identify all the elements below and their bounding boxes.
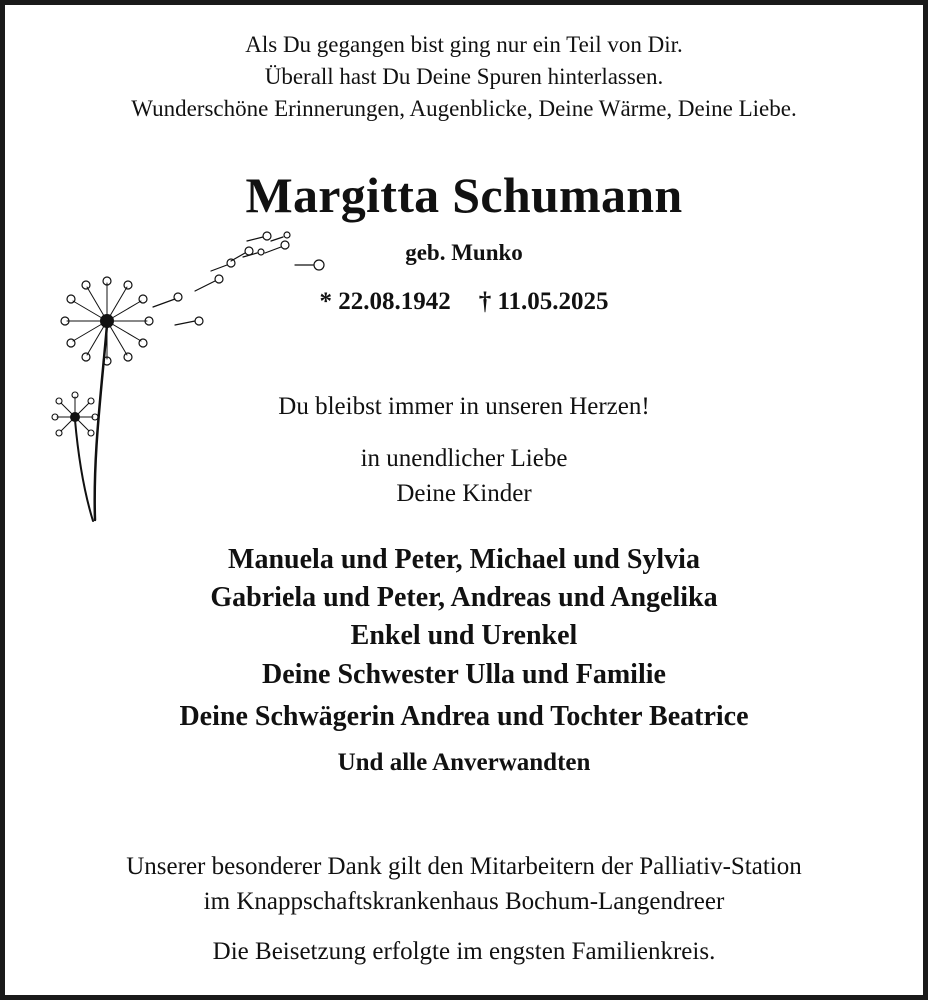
birth-date: * 22.08.1942 xyxy=(319,288,451,315)
poem-line-2: Überall hast Du Deine Spuren hinterlassen. xyxy=(264,64,664,89)
life-dates xyxy=(5,285,923,319)
thanks-line-1: Unserer besonderer Dank gilt den Mitarbeitern der Palliativ-Station xyxy=(126,853,802,880)
poem-line-3: Wunderschöne Erinnerungen, Augenblicke, Deine Wärme, Deine Liebe. xyxy=(131,96,797,121)
poem-line-1: Als Du gegangen bist ging nur ein Teil von Dir. xyxy=(245,32,683,57)
mourner-line-relatives: Und alle Anverwandten xyxy=(337,749,591,776)
message-heart: Du bleibst immer in unseren Herzen! xyxy=(278,393,650,420)
mourner-line: Enkel und Urenkel xyxy=(350,620,578,651)
birth-name: geb. Munko xyxy=(405,240,523,265)
death-date: † 11.05.2025 xyxy=(478,288,609,315)
deceased-name: Margitta Schumann xyxy=(245,167,683,223)
message-love: in unendlicher Liebe xyxy=(360,445,568,472)
burial-note: Die Beisetzung erfolgte im engsten Familienkreis. xyxy=(212,938,716,965)
mourner-line: Deine Schwägerin Andrea und Tochter Beatrice xyxy=(179,701,749,732)
thanks-line-2: im Knappschaftskrankenhaus Bochum-Langendreer xyxy=(203,888,725,915)
mourner-line: Manuela und Peter, Michael und Sylvia xyxy=(228,544,700,575)
message-children: Deine Kinder xyxy=(396,480,532,507)
mourner-line: Deine Schwester Ulla und Familie xyxy=(262,659,666,690)
mourner-line: Gabriela und Peter, Andreas und Angelika xyxy=(210,582,718,613)
